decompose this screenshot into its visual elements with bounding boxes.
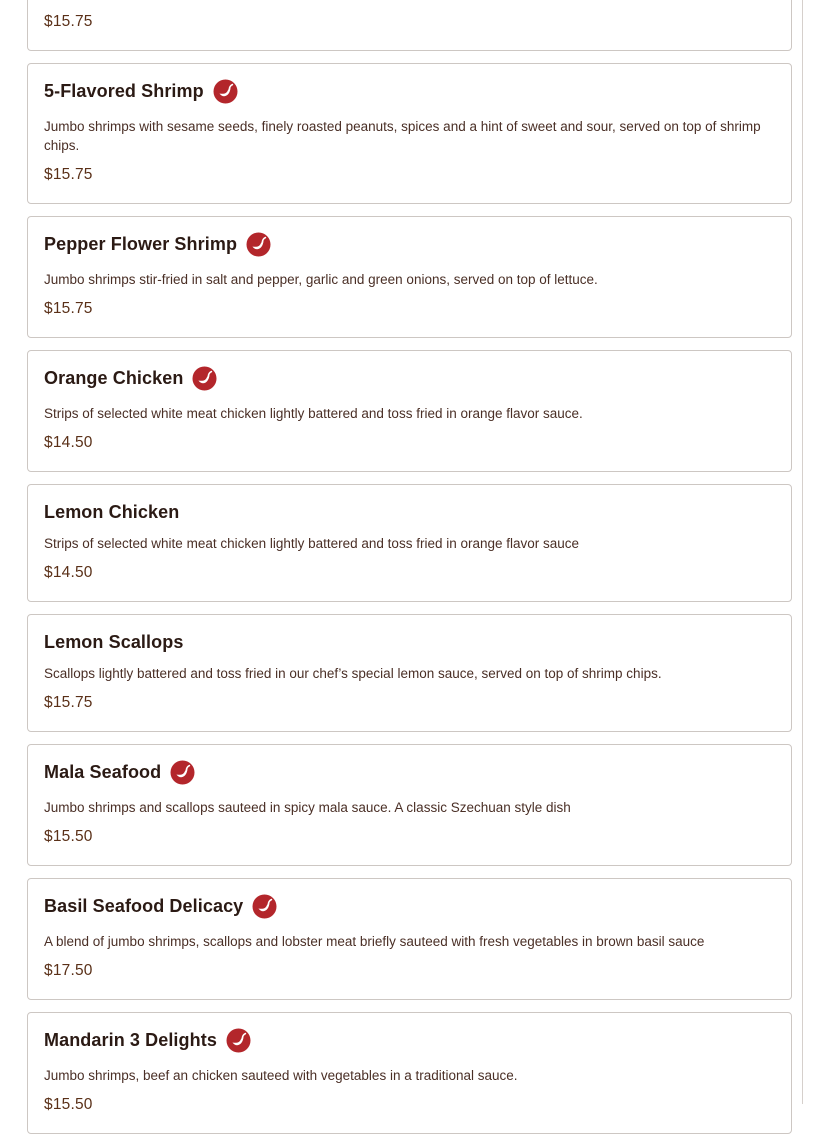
menu-item-name: Mala Seafood <box>44 761 162 782</box>
menu-item-card[interactable] <box>27 350 792 472</box>
menu-item-price: $14.50 <box>44 434 93 451</box>
menu-item-description: Strips of selected white meat chicken lightly battered and toss fried in orange flavor sauce <box>44 536 580 551</box>
menu-item-card[interactable] <box>27 878 792 1000</box>
menu-item-name: Lemon Chicken <box>44 501 180 522</box>
menu-item-description: Jumbo shrimps with sesame seeds, finely roasted peanuts, spices and a hint of sweet and sour, served on top of shrimp chips. <box>44 119 761 153</box>
menu-item-description: Jumbo shrimps, beef an chicken sauteed with vegetables in a traditional sauce. <box>44 1068 518 1083</box>
menu-item-price: $15.50 <box>44 828 93 845</box>
menu-item-header <box>44 1027 251 1053</box>
menu-item-name: Basil Seafood Delicacy <box>44 895 244 916</box>
menu-item-name: 5-Flavored Shrimp <box>44 80 204 101</box>
spicy-pepper-icon <box>170 760 195 785</box>
menu-item-description: Strips of selected white meat chicken lightly battered and toss fried in orange flavor sauce. <box>44 406 583 421</box>
menu-item-card[interactable] <box>27 744 792 866</box>
menu-item-header <box>44 231 271 257</box>
menu-item-card[interactable] <box>27 216 792 338</box>
menu-item-card[interactable] <box>27 1012 792 1134</box>
spicy-pepper-icon <box>246 232 271 257</box>
menu-item-header <box>44 759 195 785</box>
menu-item-card[interactable] <box>27 63 792 204</box>
menu-item-description: Jumbo shrimps stir-fried in salt and pepper, garlic and green onions, served on top of lettuce. <box>44 272 598 287</box>
menu-item-name: Pepper Flower Shrimp <box>44 233 238 254</box>
menu-item-name: Mandarin 3 Delights <box>44 1029 217 1050</box>
menu-item-header <box>44 78 238 104</box>
page-divider <box>802 0 803 1104</box>
menu-item-name: Orange Chicken <box>44 367 184 388</box>
menu-item-header <box>44 629 183 655</box>
menu-item-price: $15.50 <box>44 1096 93 1113</box>
menu-item-price: $17.50 <box>44 962 93 979</box>
menu-item-header <box>44 893 277 919</box>
spicy-pepper-icon <box>252 894 277 919</box>
spicy-pepper-icon <box>213 79 238 104</box>
menu-item-description: Jumbo shrimps and scallops sauteed in spicy mala sauce. A classic Szechuan style dish <box>44 800 571 815</box>
menu-item-header <box>44 365 217 391</box>
menu-item-card[interactable] <box>27 0 792 51</box>
menu-item-card[interactable] <box>27 614 792 732</box>
spicy-pepper-icon <box>226 1028 251 1053</box>
menu-item-description: A blend of jumbo shrimps, scallops and lobster meat briefly sauteed with fresh vegetables in brown basil sauce <box>44 934 705 949</box>
menu-item-price: $15.75 <box>44 13 93 30</box>
menu-item-price: $15.75 <box>44 694 93 711</box>
menu-item-name: Lemon Scallops <box>44 631 184 652</box>
menu-item-price: $15.75 <box>44 300 93 317</box>
menu-item-price: $14.50 <box>44 564 93 581</box>
menu-item-card[interactable] <box>27 484 792 602</box>
menu-item-description: Scallops lightly battered and toss fried in our chef’s special lemon sauce, served on top of shrimp chips. <box>44 666 662 681</box>
menu-item-price: $15.75 <box>44 166 93 183</box>
spicy-pepper-icon <box>192 366 217 391</box>
menu-item-header <box>44 499 179 525</box>
